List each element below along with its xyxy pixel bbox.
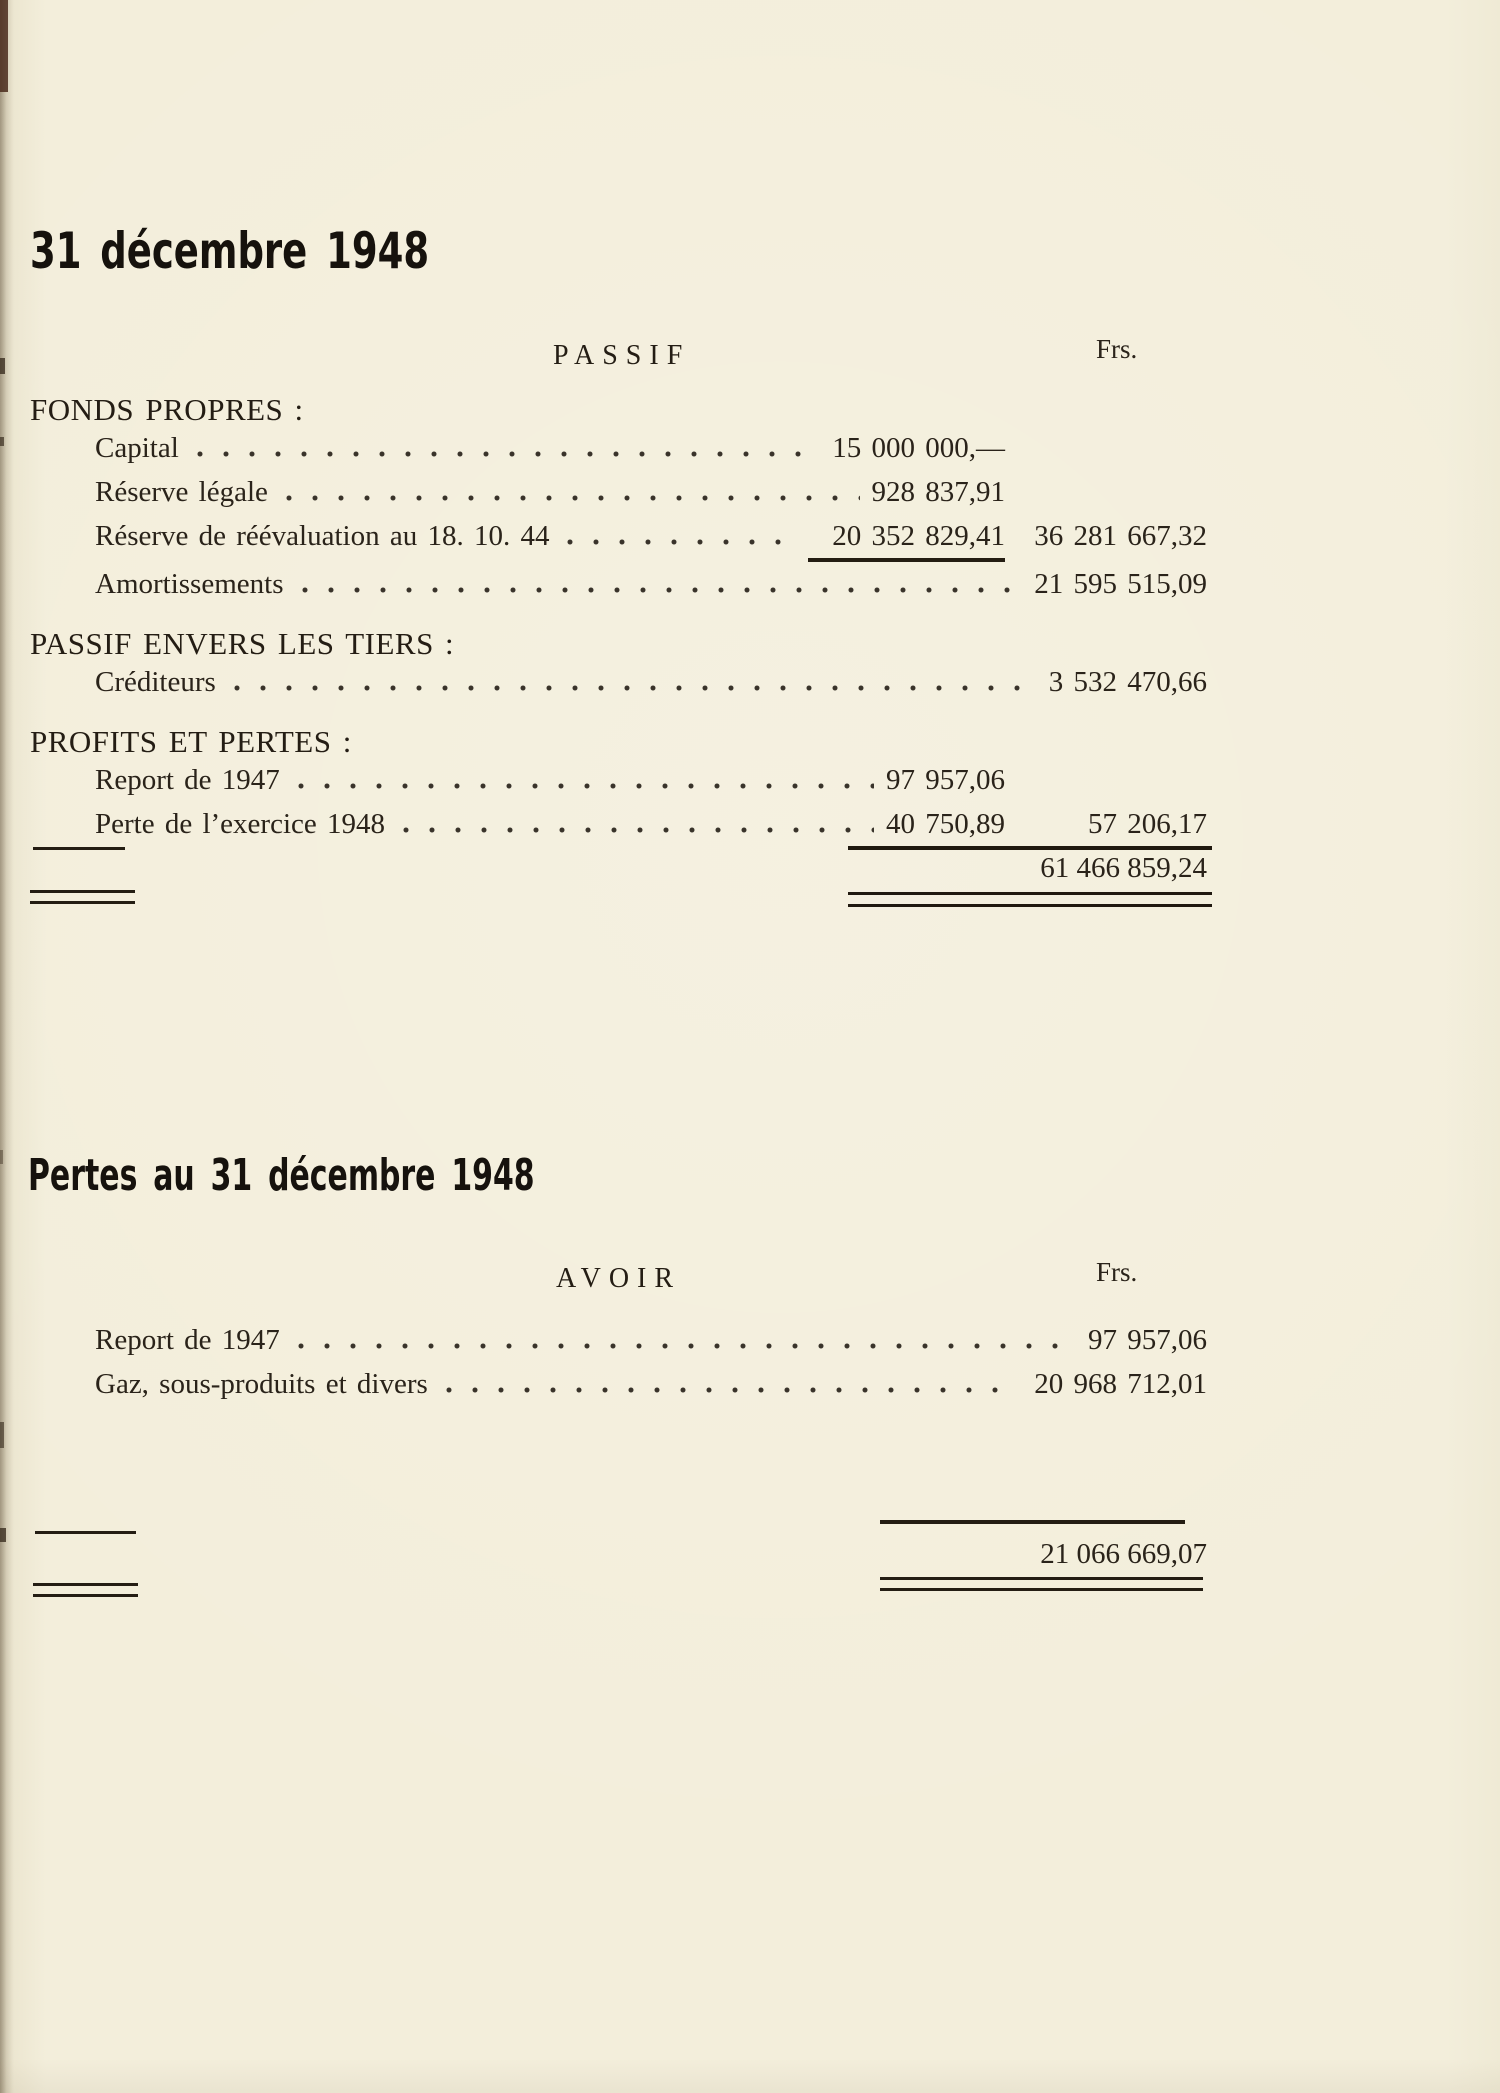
amount-right-column: 97 957,06 (1088, 1324, 1207, 1356)
row-label: Report de 1947 (95, 1324, 280, 1356)
row-reserve-reevaluation (0, 520, 1500, 564)
passif-grand-total-rule (848, 892, 1212, 907)
row-crediteurs (0, 666, 1500, 710)
row-gaz-sous-produits (0, 1368, 1500, 1412)
binding-edge-shadow (0, 0, 14, 2093)
amount-right-column: 57 206,17 (1088, 808, 1207, 840)
avoir-section (0, 1255, 1500, 1412)
page-title-date: 31 décembre 1948 (30, 222, 430, 280)
row-amortissements (0, 568, 1500, 612)
dot-leader (286, 495, 860, 501)
avoir-total-value: 21 066 669,07 (1040, 1538, 1207, 1570)
passif-subtotal-rule (848, 846, 1212, 850)
row-label: Réserve de réévaluation au 18. 10. 44 (95, 520, 550, 552)
amount-middle-column: 15 000 000,— (832, 432, 1005, 464)
dot-leader (446, 1387, 1012, 1393)
row-label: Amortissements (95, 568, 284, 600)
dot-leader (298, 1343, 1066, 1349)
amount-right-column: 3 532 470,66 (1048, 666, 1207, 698)
row-label: Gaz, sous-produits et divers (95, 1368, 428, 1400)
avoir-left-grand-total-rule (33, 1583, 138, 1597)
amount-right-column: 21 595 515,09 (1034, 568, 1207, 600)
scan-edge-tick (0, 1422, 4, 1448)
scan-edge-tick (0, 1528, 6, 1542)
dot-leader (567, 539, 796, 545)
amount-middle-column: 97 957,06 (886, 764, 1005, 796)
passif-header-row (0, 332, 1500, 388)
avoir-currency-label: Frs. (1096, 1257, 1138, 1287)
passif-left-subtotal-rule (33, 847, 125, 850)
row-label: Perte de l’exercice 1948 (95, 808, 385, 840)
group-heading-fonds-propres: FONDS PROPRES : (30, 392, 304, 427)
avoir-left-subtotal-rule (35, 1531, 136, 1534)
amount-right-column: 36 281 667,32 (1034, 520, 1207, 552)
amount-middle-column-underlined: 20 352 829,41 (808, 520, 1005, 562)
avoir-grand-total-rule (880, 1577, 1203, 1591)
row-label: Capital (95, 432, 179, 464)
group-heading-profits-et-pertes: PROFITS ET PERTES : (30, 724, 352, 759)
dot-leader (234, 685, 1027, 691)
group-heading-passif-envers-tiers: PASSIF ENVERS LES TIERS : (30, 626, 455, 661)
dot-leader (197, 451, 820, 457)
row-label: Réserve légale (95, 476, 268, 508)
avoir-subtotal-rule (880, 1520, 1185, 1524)
passif-total-line (0, 852, 1500, 896)
amount-middle-column: 928 837,91 (871, 476, 1005, 508)
row-perte-exercice-1948 (0, 808, 1500, 852)
row-report-1947 (0, 764, 1500, 808)
amount-middle-column: 40 750,89 (886, 808, 1005, 840)
row-capital (0, 432, 1500, 476)
scan-edge-tick (0, 1150, 3, 1164)
row-avoir-report-1947 (0, 1324, 1500, 1368)
row-label: Créditeurs (95, 666, 216, 698)
passif-left-grand-total-rule (30, 890, 135, 904)
passif-currency-label: Frs. (1096, 334, 1138, 364)
dot-leader (298, 783, 874, 789)
scan-corner-mark (0, 0, 8, 92)
passif-total-value: 61 466 859,24 (1040, 852, 1207, 884)
row-label: Report de 1947 (95, 764, 280, 796)
passif-section (0, 332, 1500, 907)
passif-heading: PASSIF (553, 340, 691, 371)
row-reserve-legale (0, 476, 1500, 520)
dot-leader (403, 827, 874, 833)
avoir-heading: AVOIR (556, 1263, 682, 1294)
avoir-header-row (0, 1255, 1500, 1311)
page-title-pertes: Pertes au 31 décembre 1948 (28, 1150, 535, 1201)
amount-right-column: 20 968 712,01 (1034, 1368, 1207, 1400)
dot-leader (302, 587, 1013, 593)
